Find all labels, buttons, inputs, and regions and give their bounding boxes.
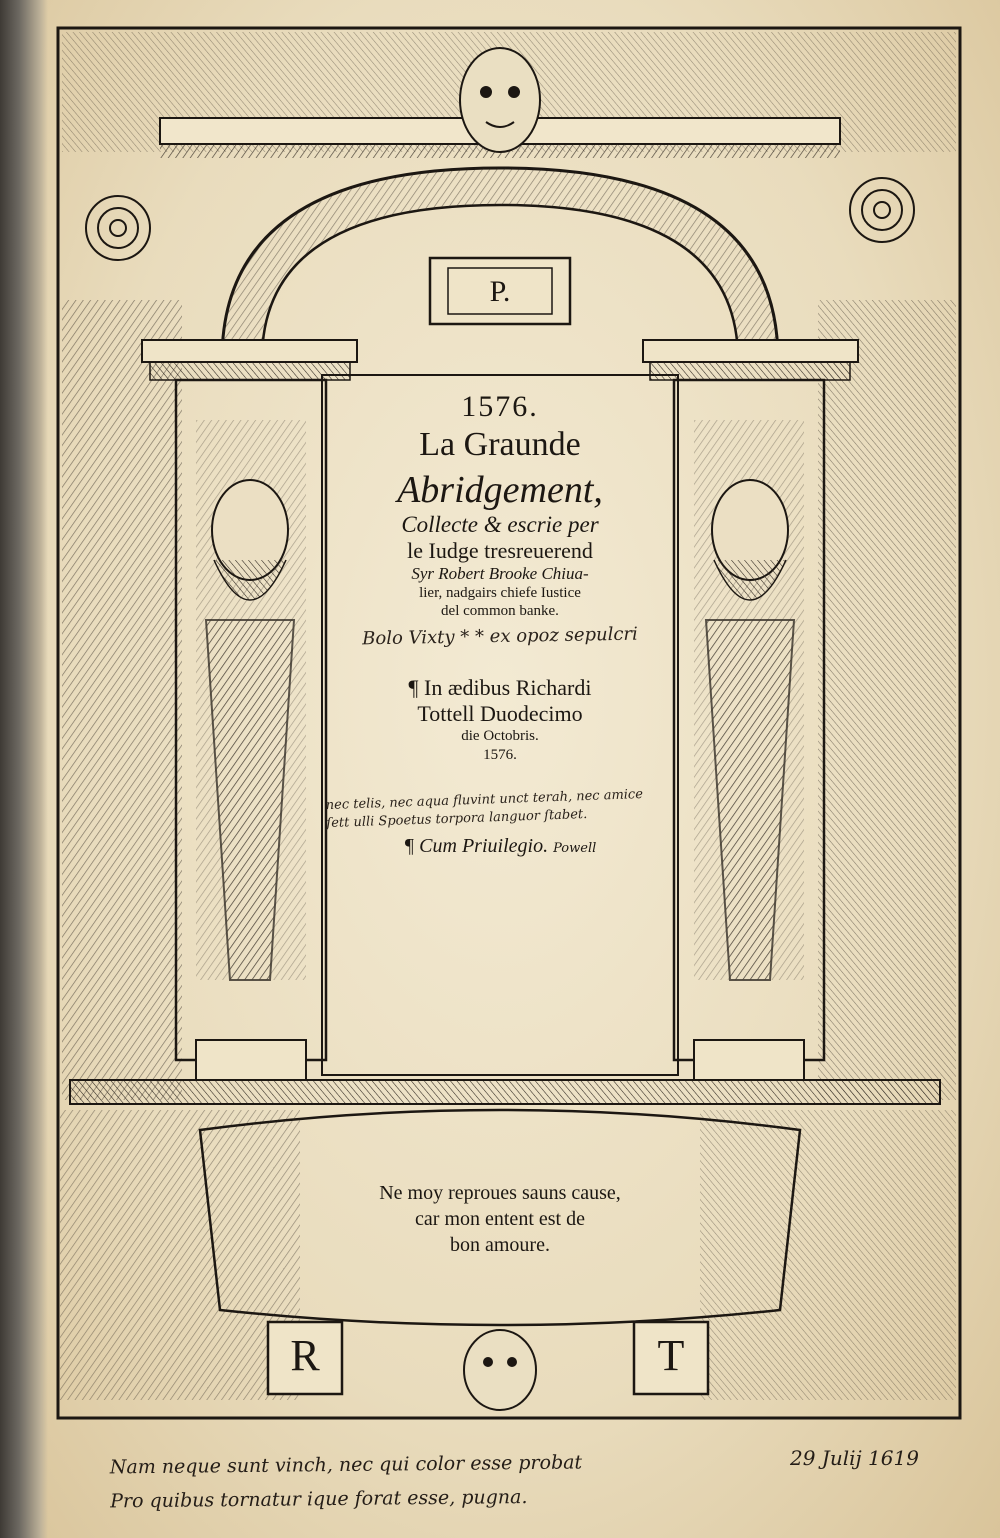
motto [300, 1180, 700, 1258]
handwritten-note-line-2: ſett ulli Spoetus torpora languor ſtabet. [326, 806, 588, 832]
title-line-2: le Iudge tresreuerend [407, 538, 593, 563]
handwritten-note [321, 785, 678, 833]
imprint-line-3: die Octobris. [461, 728, 539, 744]
motto-line-1: Ne moy reproues sauns cause, [379, 1182, 621, 1204]
handwritten-note-line-1: nec telis, nec aqua fluvint unct terah, nec amice [325, 787, 644, 814]
right-rosette [850, 178, 914, 242]
handwritten-inscription: Bolo Vixty * * ex opoz sepulcri [361, 623, 638, 650]
left-foliage [62, 300, 182, 1100]
bottom-note-line-1: Nam neque sunt vinch, nec qui color esse probat [109, 1451, 583, 1479]
left-pilaster [176, 380, 326, 1080]
right-foliage [818, 300, 956, 1100]
motto-line-2: car mon entent est de [415, 1208, 585, 1230]
right-pilaster [674, 380, 824, 1080]
motto-line-3: bon amoure. [450, 1234, 550, 1256]
year: 1576. [461, 390, 539, 423]
left-rosette [86, 196, 150, 260]
bottom-note-line-2: Pro quibus tornatur ique forat esse, pugna. [110, 1486, 528, 1513]
initial-left: R [290, 1331, 320, 1380]
title-line-5: del common banke. [441, 603, 559, 619]
imprint [322, 675, 678, 727]
title-line-3: Syr Robert Brooke Chiua- [411, 564, 589, 583]
imprint-line-2: Tottell Duodecimo [417, 701, 583, 726]
privilegio-text: ¶ Cum Priuilegio. [403, 835, 549, 857]
title: La Graunde [419, 426, 581, 463]
imprint-year: 1576. [483, 747, 517, 763]
title-line-4: lier, nadgairs chiefe Iustice [419, 585, 581, 601]
privilegio [322, 835, 678, 858]
cartouche-letter: P. [489, 275, 511, 308]
title-panel [322, 380, 678, 1070]
bottom-mask [464, 1330, 536, 1410]
title-italic: Abridgement, [397, 469, 603, 511]
top-mask [460, 48, 540, 152]
bottom-note-date: 29 Julij 1619 [790, 1446, 919, 1470]
privilegio-signature: Powell [553, 841, 597, 856]
initial-right: T [657, 1331, 685, 1380]
title-line-1: Collecte & escrie per [401, 512, 599, 537]
imprint-line-1: ¶ In ædibus Richardi [408, 675, 592, 700]
